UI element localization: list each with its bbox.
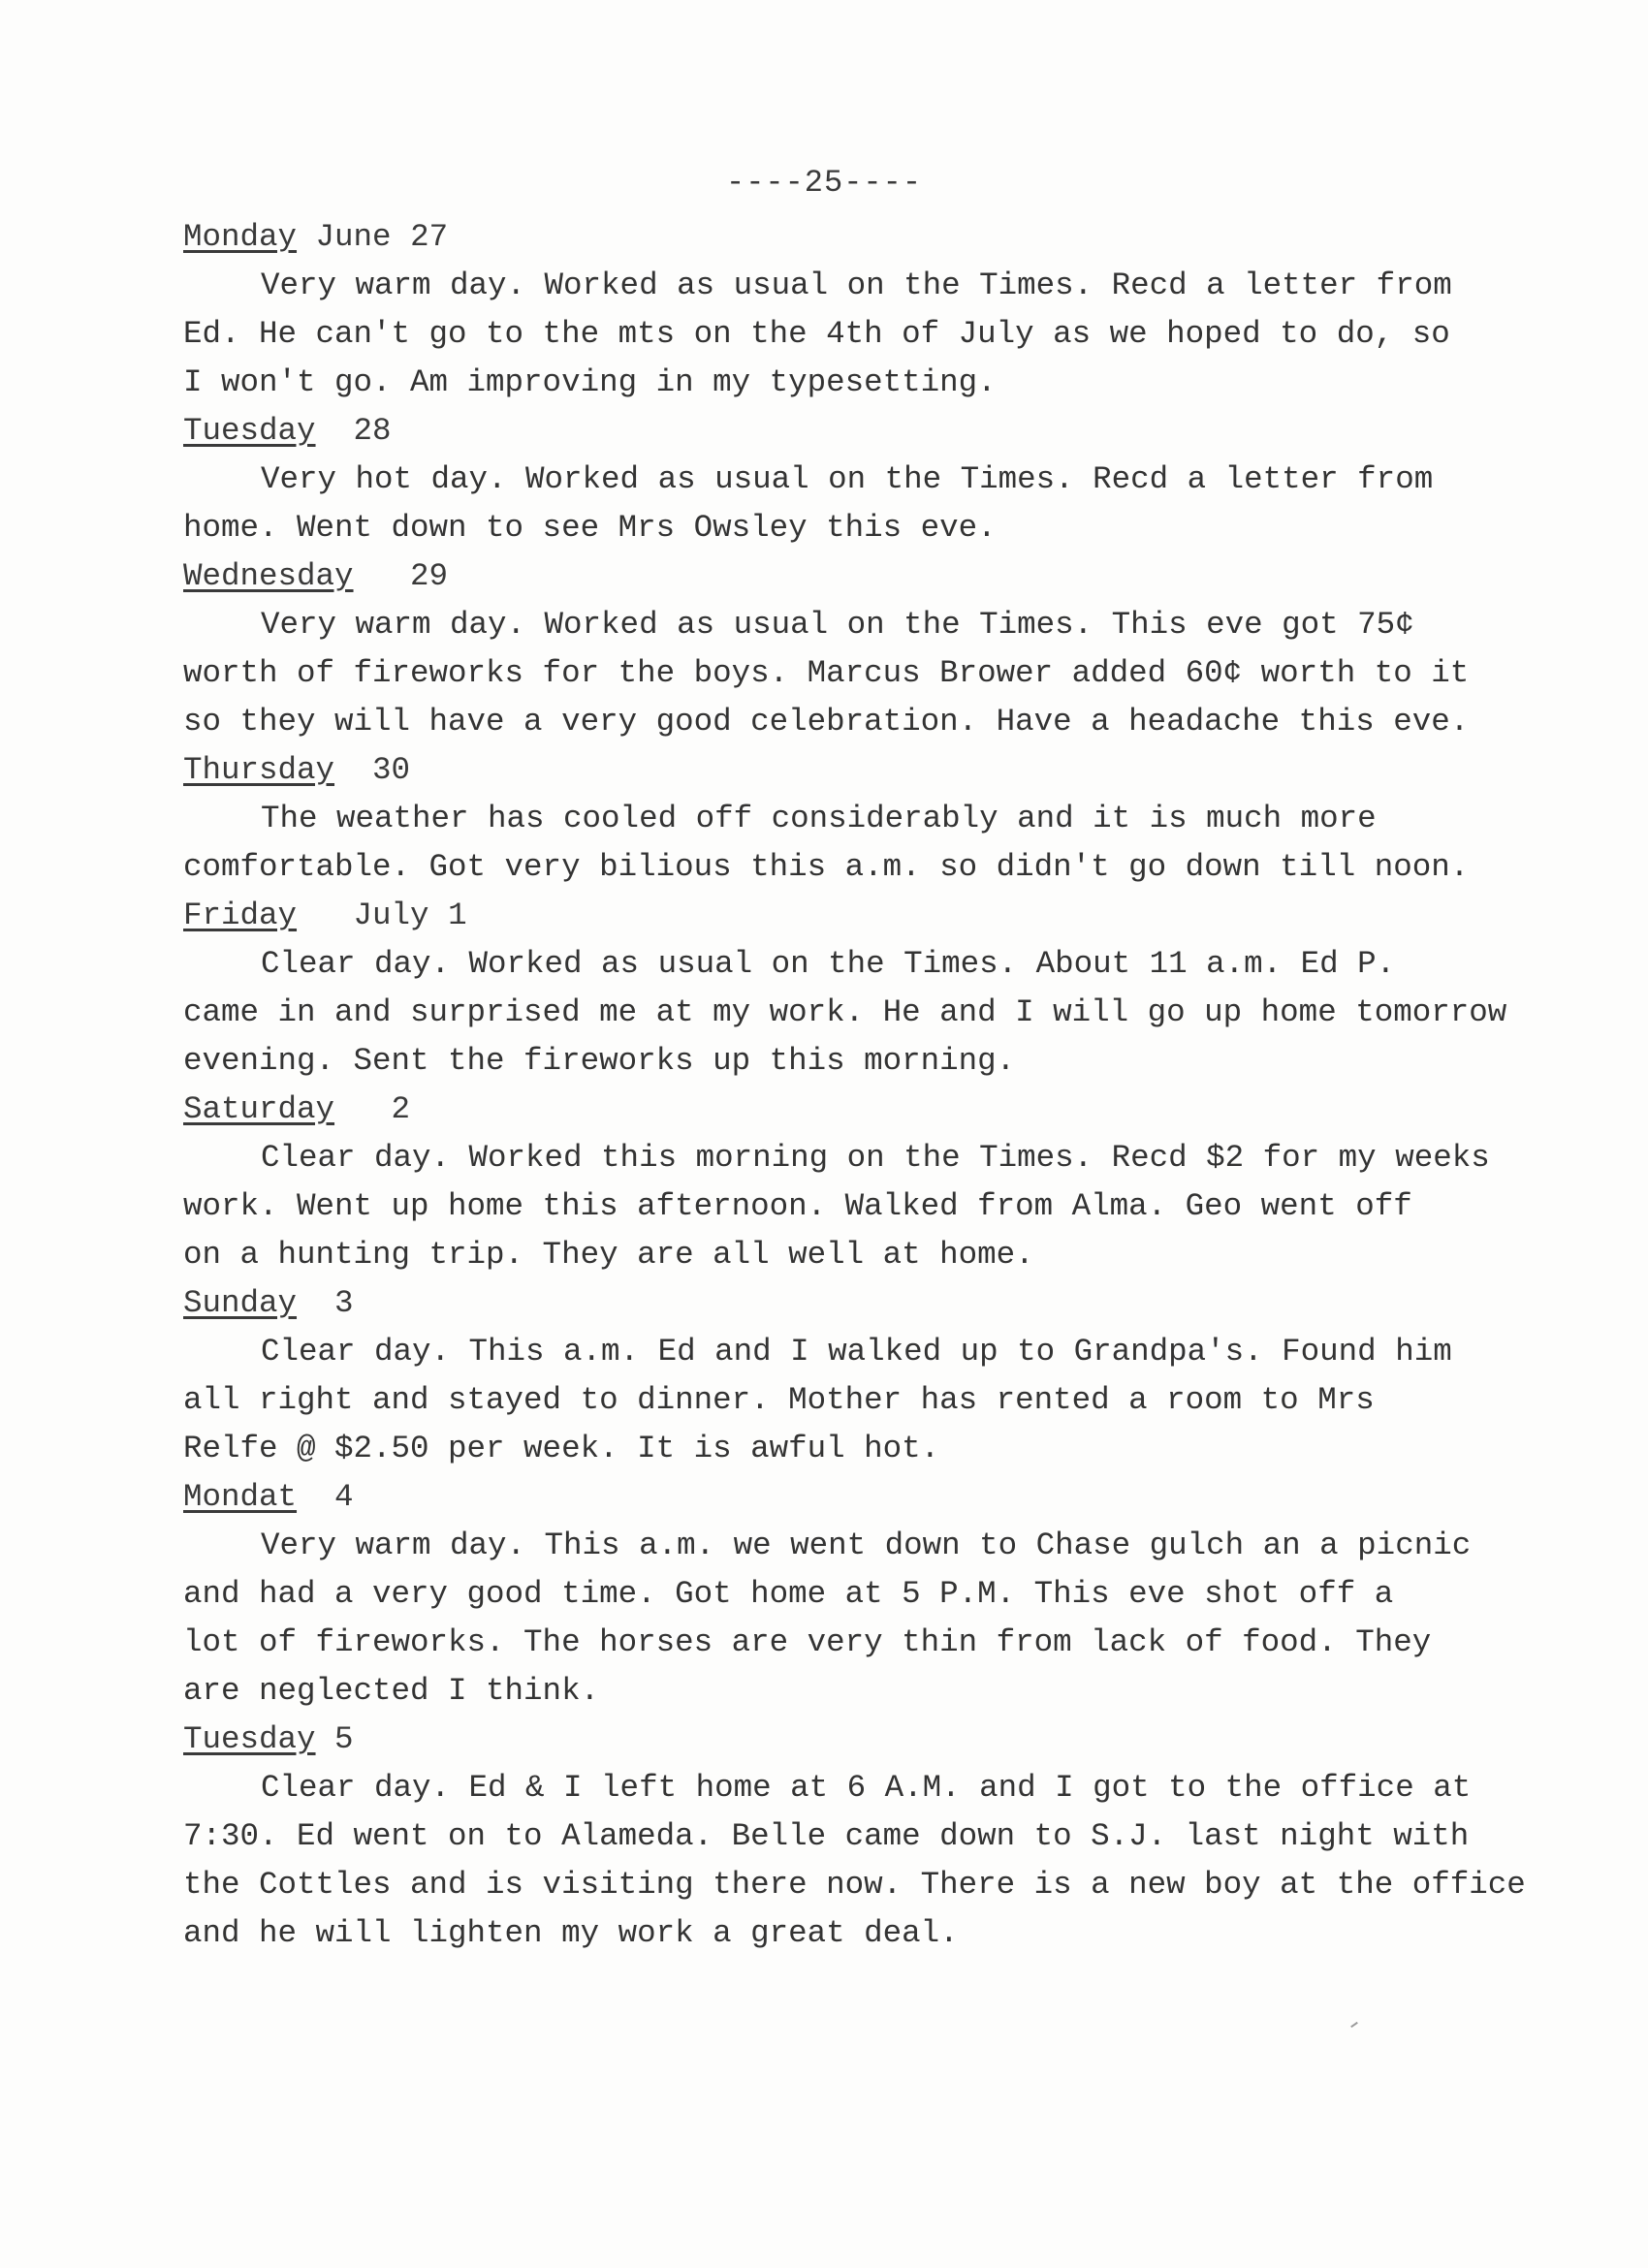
paper-mark bbox=[1350, 2022, 1358, 2028]
entry-text-line: Very warm day. Worked as usual on the Times. Recd a letter from bbox=[261, 268, 1452, 303]
entry-heading bbox=[183, 1086, 1579, 1134]
entry-text-line: 7:30. Ed went on to Alameda. Belle came down to S.J. last night with bbox=[183, 1818, 1470, 1854]
entry-text-line: Ed. He can't go to the mts on the 4th of July as we hoped to do, so bbox=[183, 316, 1450, 352]
entry-date: July 1 bbox=[353, 898, 467, 933]
entry-day: Tuesday bbox=[183, 413, 316, 449]
entry-text-line: comfortable. Got very bilious this a.m. so didn't go down till noon. bbox=[183, 849, 1470, 885]
entry-text-line: Clear day. Worked as usual on the Times. About 11 a.m. Ed P. bbox=[261, 946, 1396, 982]
entry-date: 30 bbox=[372, 752, 411, 788]
entry-day: Saturday bbox=[183, 1091, 335, 1127]
entry-day: Thursday bbox=[183, 752, 335, 788]
entry-date: June 27 bbox=[315, 219, 449, 255]
entry-day: Friday bbox=[183, 898, 298, 933]
entry-text-line: I won't go. Am improving in my typesetting. bbox=[183, 364, 997, 400]
entry-heading bbox=[183, 892, 1579, 940]
entry-heading bbox=[183, 213, 1579, 262]
entry-text-line: evening. Sent the fireworks up this morning. bbox=[183, 1043, 1016, 1079]
page-number: ----25---- bbox=[725, 165, 923, 201]
entry-text-line: Very hot day. Worked as usual on the Times. Recd a letter from bbox=[261, 461, 1434, 497]
entry-heading bbox=[183, 1473, 1579, 1522]
entry-text-line: Clear day. Ed & I left home at 6 A.M. and I got to the office at bbox=[261, 1770, 1472, 1806]
entry-heading bbox=[183, 1716, 1579, 1764]
entry-text-line: Relfe @ $2.50 per week. It is awful hot. bbox=[183, 1431, 940, 1466]
entry-day: Monday bbox=[183, 219, 298, 255]
entry-text-line: came in and surprised me at my work. He and I will go up home tomorrow bbox=[183, 994, 1507, 1030]
entry-heading bbox=[183, 746, 1579, 795]
entry-day: Sunday bbox=[183, 1285, 298, 1321]
entry-date: 4 bbox=[334, 1479, 354, 1515]
entry-text-line: lot of fireworks. The horses are very thin from lack of food. They bbox=[183, 1624, 1432, 1660]
entry-text-line: and he will lighten my work a great deal. bbox=[183, 1915, 959, 1951]
entry-date: 2 bbox=[391, 1091, 411, 1127]
entry-text-line: and had a very good time. Got home at 5 P.M. This eve shot off a bbox=[183, 1576, 1394, 1612]
entry-heading bbox=[183, 1279, 1579, 1328]
entry-date: 3 bbox=[334, 1285, 354, 1321]
entry-text-line: Clear day. This a.m. Ed and I walked up to Grandpa's. Found him bbox=[261, 1334, 1452, 1370]
entry-text-line: home. Went down to see Mrs Owsley this eve. bbox=[183, 510, 997, 546]
entry-text-line: worth of fireworks for the boys. Marcus Brower added 60¢ worth to it bbox=[183, 655, 1470, 691]
entry-day: Wednesday bbox=[183, 558, 354, 594]
entry-text-line: Clear day. Worked this morning on the Times. Recd $2 for my weeks bbox=[261, 1140, 1490, 1176]
entry-date: 29 bbox=[410, 558, 449, 594]
diary-entries bbox=[183, 213, 1579, 1958]
entry-text-line: are neglected I think. bbox=[183, 1673, 600, 1709]
entry-text-line: so they will have a very good celebration. Have a headache this eve. bbox=[183, 704, 1470, 740]
entry-text-line: all right and stayed to dinner. Mother has rented a room to Mrs bbox=[183, 1382, 1375, 1418]
entry-text-line: Very warm day. This a.m. we went down to Chase gulch an a picnic bbox=[261, 1528, 1472, 1563]
entry-text-line: The weather has cooled off considerably and it is much more bbox=[261, 801, 1377, 836]
entry-text-line: work. Went up home this afternoon. Walked from Alma. Geo went off bbox=[183, 1188, 1412, 1224]
entry-text-line: the Cottles and is visiting there now. There is a new boy at the office bbox=[183, 1867, 1526, 1903]
entry-text-line: on a hunting trip. They are all well at home. bbox=[183, 1237, 1034, 1273]
entry-heading bbox=[183, 407, 1579, 456]
entry-heading bbox=[183, 552, 1579, 601]
entry-day: Tuesday bbox=[183, 1721, 316, 1757]
entry-text-line: Very warm day. Worked as usual on the Times. This eve got 75¢ bbox=[261, 607, 1414, 643]
entry-date: 28 bbox=[353, 413, 392, 449]
entry-date: 5 bbox=[334, 1721, 354, 1757]
entry-day: Mondat bbox=[183, 1479, 298, 1515]
